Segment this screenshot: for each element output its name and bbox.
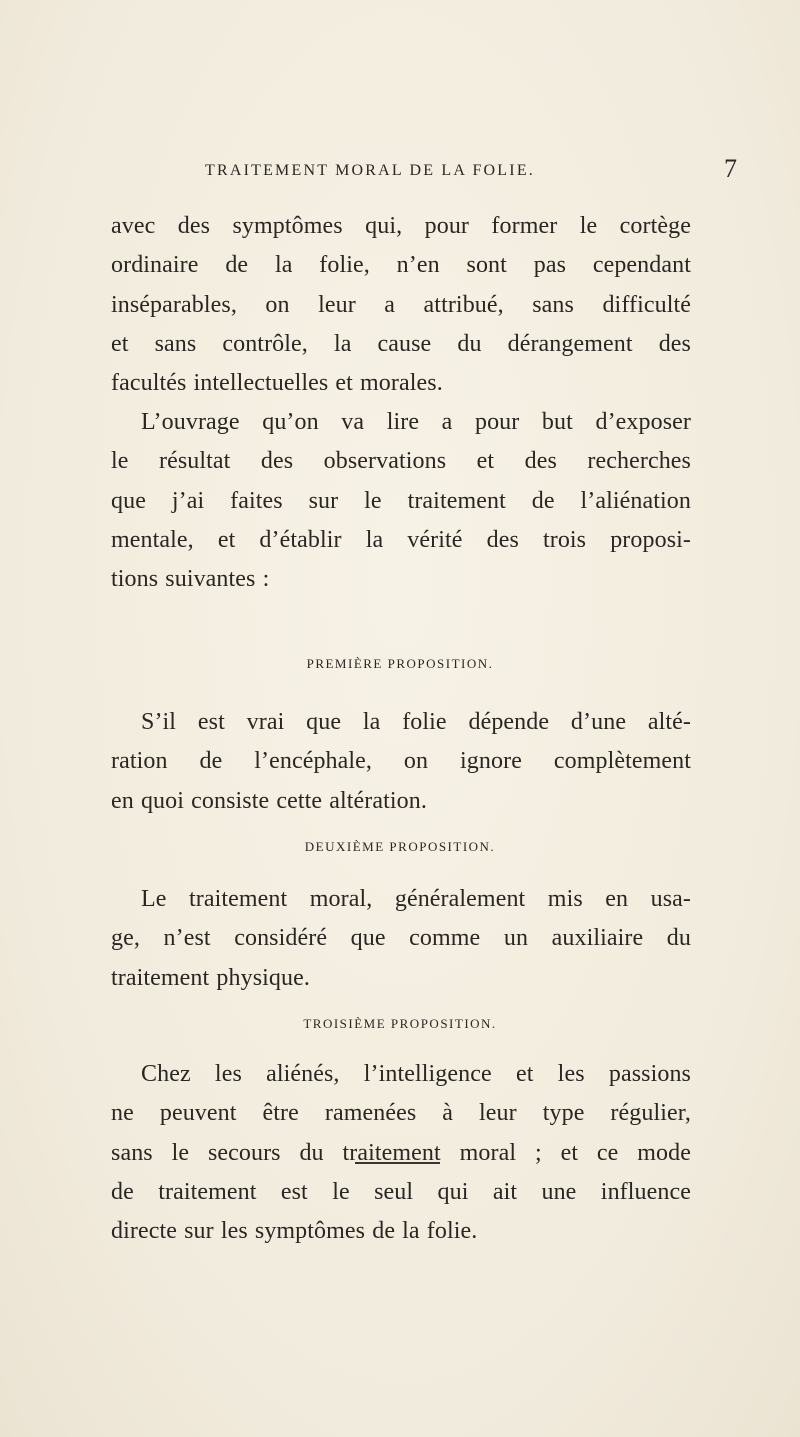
- running-head: [0, 154, 800, 190]
- text-line: Le traitement moral, généralement mis en usa-: [141, 886, 691, 912]
- text-line: L’ouvrage qu’on va lire a pour but d’exposer: [141, 409, 691, 435]
- text-line: ge, n’est considéré que comme un auxiliaire du: [111, 925, 691, 952]
- proposition-heading: TROISIÈME PROPOSITION.: [303, 1016, 497, 1031]
- text-line: Chez les aliénés, l’intelligence et les passions: [141, 1061, 691, 1087]
- text-line: ration de l’encéphale, on ignore complètement: [111, 748, 691, 775]
- text-line: sans le secours du traitement moral ; et ce mode: [111, 1139, 691, 1166]
- running-title: TRAITEMENT MORAL DE LA FOLIE.: [204, 162, 535, 179]
- text-line: inséparables, on leur a attribué, sans difficulté: [111, 291, 691, 318]
- text-line: ordinaire de la folie, n’en sont pas cependant: [111, 252, 691, 279]
- text-line: et sans contrôle, la cause du dérangement des: [111, 330, 691, 357]
- text-line: traitement physique.: [111, 964, 310, 991]
- text-line: facultés intellectuelles et morales.: [111, 370, 443, 397]
- text-line: le résultat des observations et des recherches: [111, 448, 691, 475]
- proposition-paragraph: [111, 880, 691, 998]
- page-number: 7: [724, 154, 737, 183]
- end-rule: [355, 1162, 440, 1164]
- text-line: directe sur les symptômes de la folie.: [111, 1218, 478, 1245]
- intro-paragraph: [111, 207, 691, 403]
- proposition-heading: DEUXIÈME PROPOSITION.: [304, 839, 496, 854]
- text-line: ne peuvent être ramenées à leur type régulier,: [111, 1100, 691, 1127]
- text-line: tions suivantes :: [111, 566, 270, 593]
- text-line: en quoi consiste cette altération.: [111, 787, 427, 814]
- purpose-paragraph: [111, 403, 691, 599]
- proposition-heading: PREMIÈRE PROPOSITION.: [306, 656, 494, 671]
- proposition-paragraph: [111, 1055, 691, 1251]
- text-line: S’il est vrai que la folie dépende d’une alté-: [141, 709, 691, 735]
- text-line: mentale, et d’établir la vérité des trois proposi-: [111, 526, 691, 553]
- proposition-paragraph: [111, 703, 691, 821]
- text-line: de traitement est le seul qui ait une influence: [111, 1178, 691, 1205]
- text-line: avec des symptômes qui, pour former le cortège: [111, 213, 691, 239]
- text-line: que j’ai faites sur le traitement de l’aliénation: [111, 487, 691, 514]
